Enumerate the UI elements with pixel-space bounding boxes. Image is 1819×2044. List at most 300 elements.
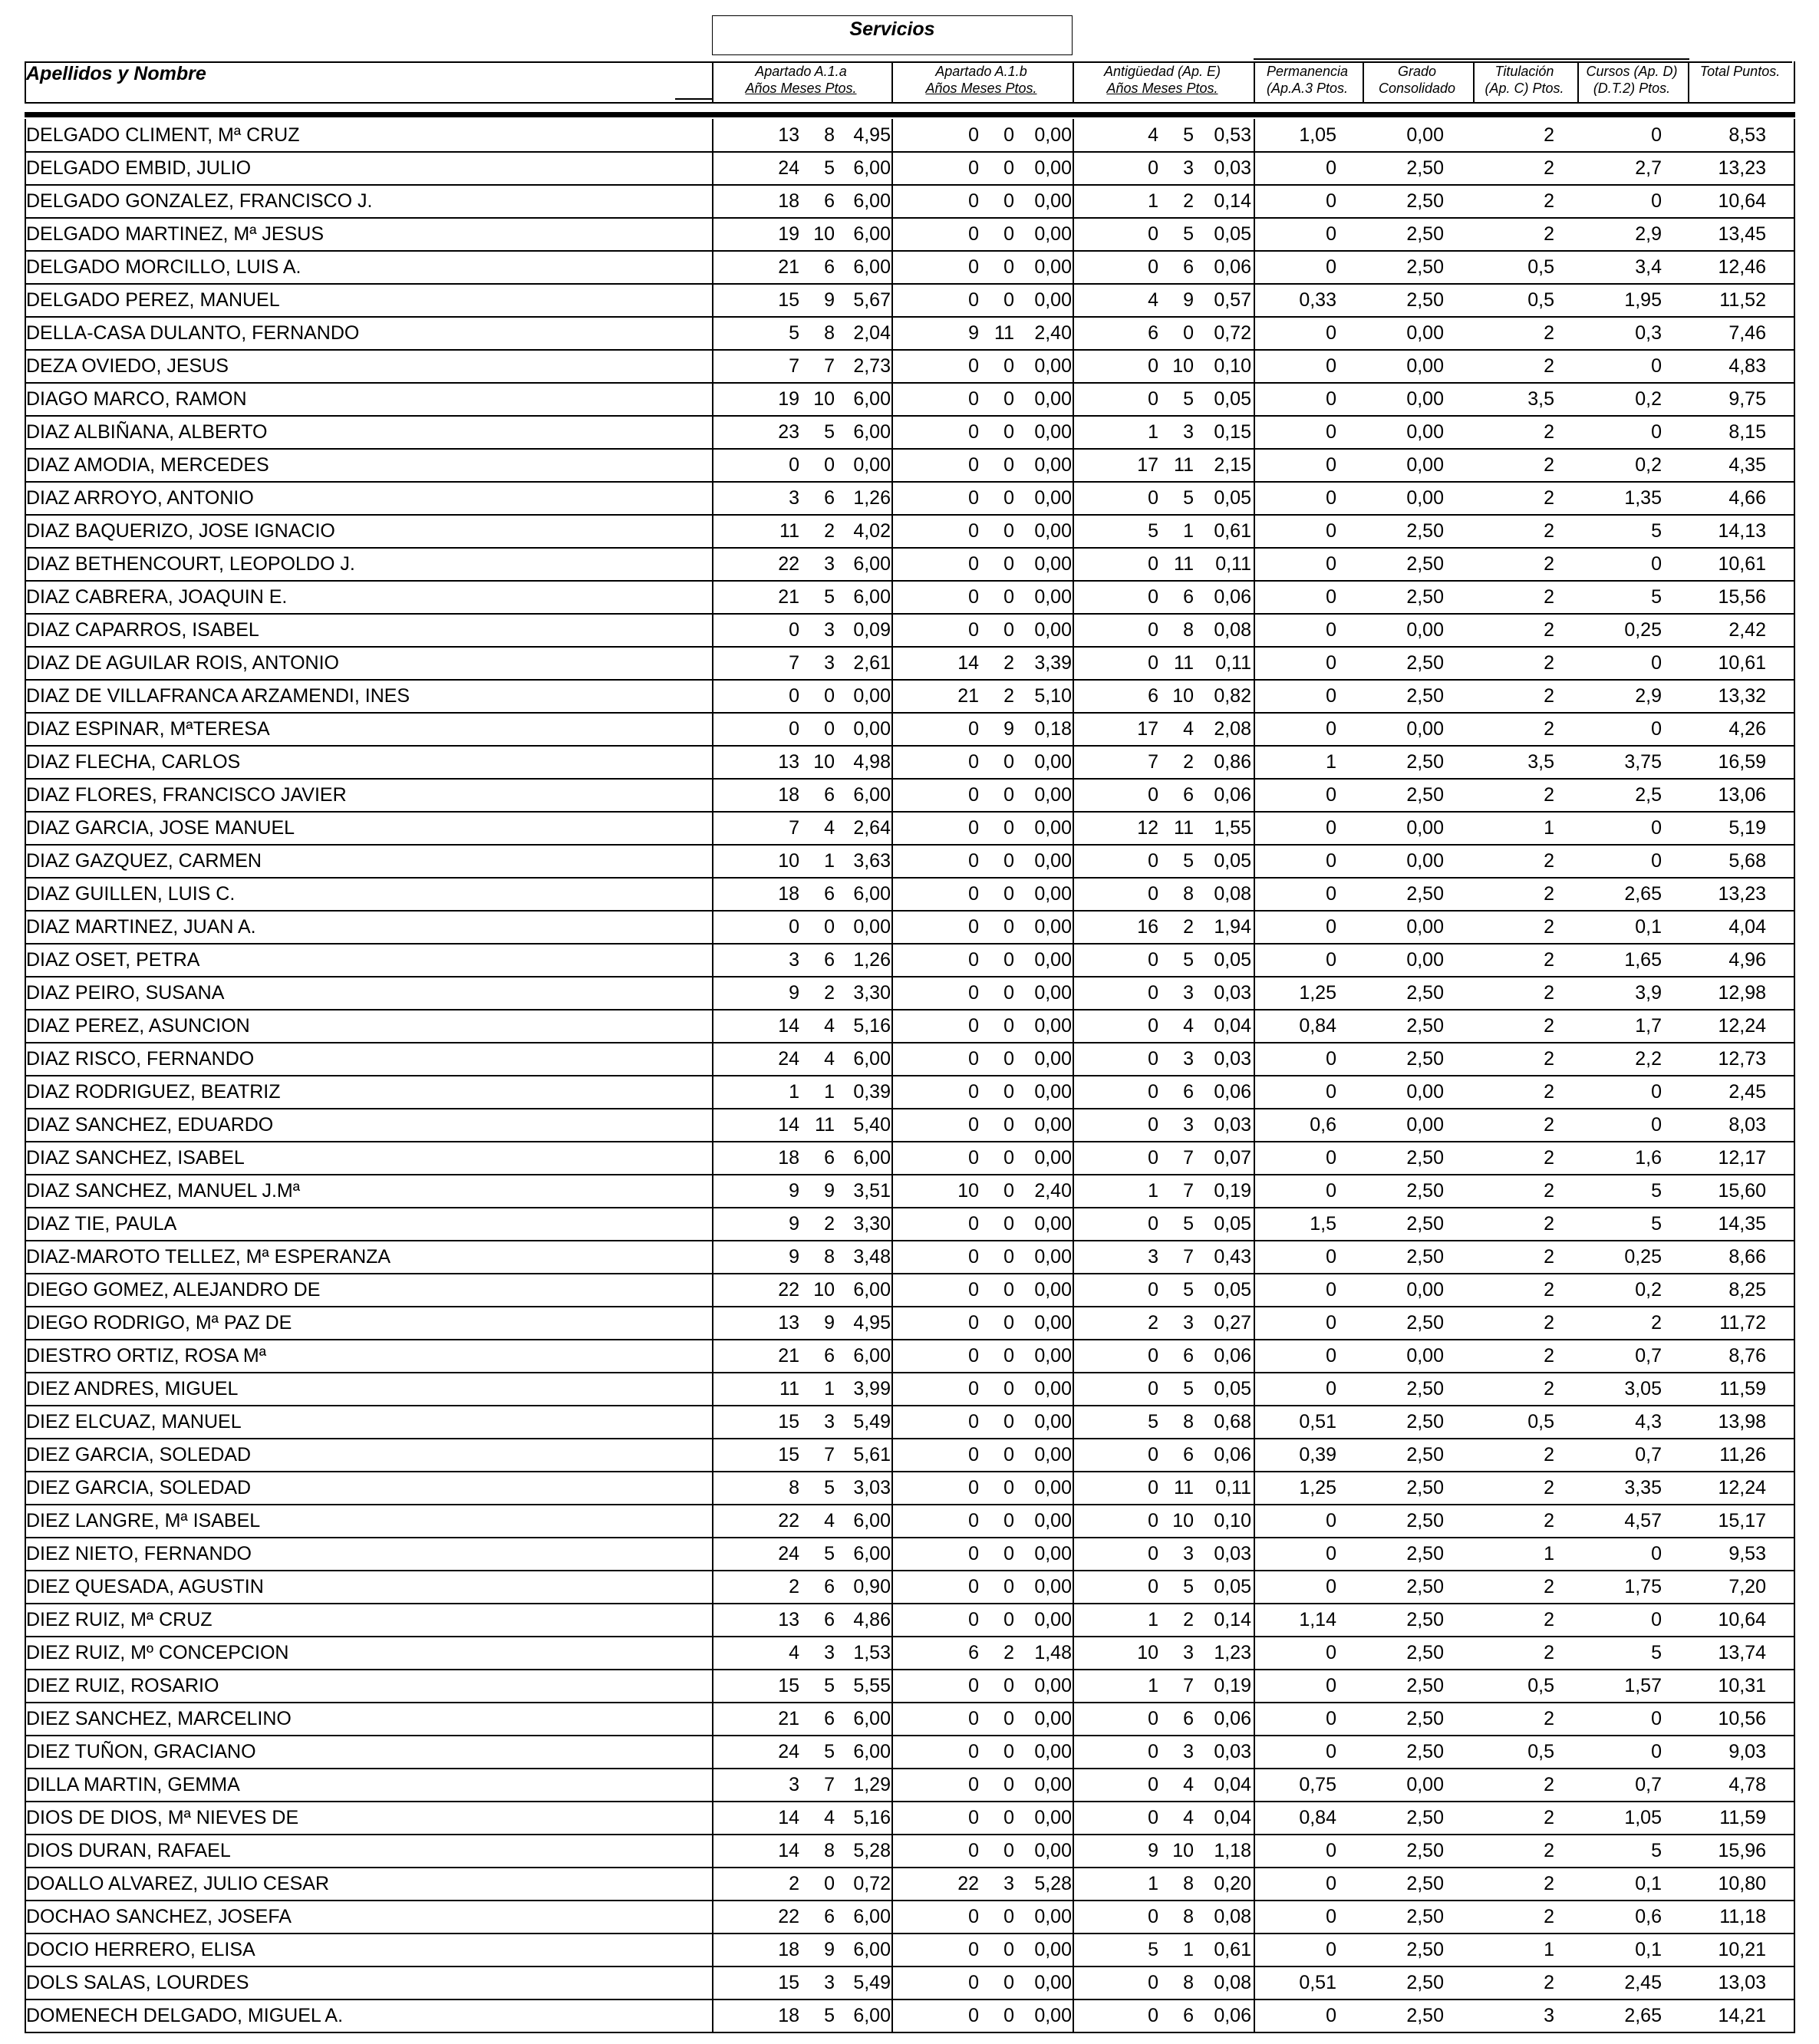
value-cell: 0,53 [1214,124,1251,146]
value-cell: 11 [1174,1477,1194,1498]
value-cell: 5 [824,1675,835,1696]
value-cell: 0 [1651,1741,1662,1762]
value-cell: 0 [1003,1147,1014,1169]
value-cell: 0,00 [1034,1213,1072,1235]
value-cell: 2,50 [1406,1312,1444,1334]
value-cell: 1 [1148,1675,1158,1696]
value-cell: 0 [1326,1312,1336,1334]
value-cell: 0,11 [1215,553,1251,575]
value-cell: 0,18 [1034,718,1072,740]
value-cell: 4,95 [853,124,891,146]
value-cell: 0,51 [1299,1411,1336,1432]
value-cell: 0 [1003,454,1014,476]
value-cell: 2,5 [1635,784,1662,806]
value-cell: 3 [1148,1246,1158,1268]
value-cell: 7 [824,355,835,377]
table-row [25,1571,1795,1604]
value-cell: 6,00 [853,1147,891,1169]
value-cell: 11 [1174,553,1194,575]
table-row [25,152,1795,185]
value-cell: 1 [1544,817,1554,839]
table-row [25,1208,1795,1241]
value-cell: 5 [1651,520,1662,542]
value-cell: 2,08 [1214,718,1251,740]
value-cell: 0 [1003,1213,1014,1235]
value-cell: 5 [824,1543,835,1564]
name-cell: DIAZ PEREZ, ASUNCION [26,1015,250,1037]
column-header-line1: Grado [1397,64,1437,79]
table-row [25,1241,1795,1274]
value-cell: 2 [1148,1312,1158,1334]
value-cell: 2,04 [853,322,891,344]
value-cell: 22 [778,553,799,575]
value-cell: 0,00 [1034,619,1072,641]
value-cell: 5 [1183,1576,1194,1597]
value-cell: 0 [1326,685,1336,707]
value-cell: 2 [1651,1312,1662,1334]
value-cell: 0,00 [1034,1543,1072,1564]
value-cell: 11 [815,1114,835,1136]
value-cell: 2,50 [1406,1906,1444,1927]
value-cell: 22 [778,1279,799,1301]
value-cell: 0,00 [853,718,891,740]
value-cell: 0 [1003,223,1014,245]
value-cell: 0,6 [1635,1906,1662,1927]
value-cell: 3,4 [1635,256,1662,278]
value-cell: 6 [824,1147,835,1169]
value-cell: 2 [1544,1510,1554,1531]
value-cell: 0 [1148,1213,1158,1235]
value-cell: 0 [1148,982,1158,1004]
value-cell: 0,00 [1034,883,1072,905]
value-cell: 0 [1003,1510,1014,1531]
value-cell: 0 [968,1477,979,1498]
value-cell: 0,00 [1406,1345,1444,1367]
value-cell: 0,05 [1214,388,1251,410]
value-cell: 0 [968,388,979,410]
value-cell: 0 [1003,817,1014,839]
value-cell: 0,1 [1635,916,1662,938]
value-cell: 6 [824,487,835,509]
value-cell: 13,23 [1718,157,1766,179]
value-cell: 0,00 [1034,190,1072,212]
value-cell: 4 [1183,1774,1194,1795]
value-cell: 0 [1148,1015,1158,1037]
value-cell: 3,63 [853,850,891,872]
value-cell: 1,6 [1635,1147,1662,1169]
value-cell: 0,05 [1214,1213,1251,1235]
value-cell: 0 [1003,1378,1014,1399]
value-cell: 0 [1651,817,1662,839]
value-cell: 0 [1651,1081,1662,1103]
value-cell: 1,75 [1624,1576,1662,1597]
value-cell: 0,08 [1214,1906,1251,1927]
value-cell: 0 [1003,586,1014,608]
value-cell: 0,06 [1214,1345,1251,1367]
value-cell: 4 [1148,124,1158,146]
value-cell: 5 [789,322,799,344]
value-cell: 13,06 [1718,784,1766,806]
value-cell: 10,31 [1718,1675,1766,1696]
value-cell: 0 [968,916,979,938]
value-cell: 3,99 [853,1378,891,1399]
value-cell: 0 [1326,454,1336,476]
value-cell: 0 [1326,1180,1336,1202]
value-cell: 2 [1544,1609,1554,1630]
value-cell: 10 [813,223,835,245]
value-cell: 0 [1003,1840,1014,1861]
value-cell: 12,98 [1718,982,1766,1004]
value-cell: 0 [968,1345,979,1367]
value-cell: 0,00 [1034,520,1072,542]
value-cell: 0 [1003,1708,1014,1729]
value-cell: 1,7 [1635,1015,1662,1037]
value-cell: 0 [1003,1906,1014,1927]
value-cell: 13,32 [1718,685,1766,707]
value-cell: 0,06 [1214,1081,1251,1103]
value-cell: 2 [1544,454,1554,476]
value-cell: 0,00 [1034,1840,1072,1861]
value-cell: 2,50 [1406,553,1444,575]
value-cell: 1,14 [1299,1609,1336,1630]
value-cell: 0 [1326,355,1336,377]
value-cell: 0,00 [1034,1741,1072,1762]
value-cell: 6 [1183,1444,1194,1465]
value-cell: 8 [1183,1411,1194,1432]
value-cell: 0,84 [1299,1807,1336,1828]
name-cell: DIAZ OSET, PETRA [26,949,200,971]
value-cell: 0 [968,1114,979,1136]
value-cell: 0,00 [1034,1708,1072,1729]
value-cell: 4 [789,1642,799,1663]
column-header-line1: Titulación [1494,64,1554,79]
name-cell: DIAZ AMODIA, MERCEDES [26,454,269,476]
table-row [25,1934,1795,1967]
value-cell: 2,73 [853,355,891,377]
value-cell: 0 [1148,553,1158,575]
value-cell: 6,00 [853,1279,891,1301]
value-cell: 0 [1148,949,1158,971]
value-cell: 5 [1651,1180,1662,1202]
value-cell: 13,74 [1718,1642,1766,1663]
table-row [25,1868,1795,1901]
value-cell: 16 [1137,916,1158,938]
value-cell: 2 [1544,1972,1554,1993]
value-cell: 10 [813,388,835,410]
table-row [25,1769,1795,1802]
value-cell: 11 [1174,652,1194,674]
header-column-divider [1073,61,1074,103]
value-cell: 9 [1148,1840,1158,1861]
name-cell: DIEZ NIETO, FERNANDO [26,1543,252,1564]
value-cell: 2,50 [1406,586,1444,608]
value-cell: 0 [1148,1708,1158,1729]
servicios-header: Servicios [849,18,935,40]
value-cell: 0 [1003,421,1014,443]
value-cell: 0,82 [1214,685,1251,707]
value-cell: 8,25 [1728,1279,1766,1301]
value-cell: 14,13 [1718,520,1766,542]
value-cell: 11,52 [1719,289,1766,311]
value-cell: 0,00 [1034,1609,1072,1630]
value-cell: 0 [1148,223,1158,245]
value-cell: 0 [968,1312,979,1334]
value-cell: 4,57 [1624,1510,1662,1531]
value-cell: 0,03 [1214,982,1251,1004]
value-cell: 0,03 [1214,157,1251,179]
value-cell: 0 [1148,850,1158,872]
value-cell: 3,51 [853,1180,891,1202]
value-cell: 11,18 [1719,1906,1766,1927]
value-cell: 6 [824,1609,835,1630]
name-cell: DOMENECH DELGADO, MIGUEL A. [26,2005,344,2026]
name-cell: DIAZ BETHENCOURT, LEOPOLDO J. [26,553,355,575]
table-row [25,977,1795,1010]
value-cell: 7 [1183,1675,1194,1696]
value-cell: 5,49 [853,1972,891,1993]
value-cell: 0,43 [1214,1246,1251,1268]
value-cell: 2,50 [1406,1411,1444,1432]
value-cell: 13,45 [1718,223,1766,245]
value-cell: 1,53 [853,1642,891,1663]
value-cell: 1,57 [1624,1675,1662,1696]
value-cell: 3,30 [853,1213,891,1235]
value-cell: 0,00 [1034,1576,1072,1597]
value-cell: 0 [1003,1345,1014,1367]
value-cell: 9 [824,1939,835,1960]
value-cell: 0 [968,256,979,278]
table-row [25,581,1795,614]
table-row [25,1406,1795,1439]
value-cell: 2 [1544,1345,1554,1367]
value-cell: 4,26 [1728,718,1766,740]
name-cell: DIOS DURAN, RAFAEL [26,1840,231,1861]
value-cell: 0 [968,190,979,212]
value-cell: 2 [1544,157,1554,179]
table-row [25,1802,1795,1835]
value-cell: 0 [968,157,979,179]
value-cell: 0 [1326,1246,1336,1268]
value-cell: 6,00 [853,256,891,278]
value-cell: 2 [1544,784,1554,806]
value-cell: 7 [789,817,799,839]
value-cell: 0 [1651,1609,1662,1630]
table-row [25,1901,1795,1934]
value-cell: 0 [1651,1543,1662,1564]
column-header [1363,63,1471,103]
name-cell: DIAZ SANCHEZ, MANUEL J.Mª [26,1180,300,1202]
value-cell: 0 [1003,1543,1014,1564]
value-cell: 0,04 [1214,1807,1251,1828]
value-cell: 7 [1148,751,1158,773]
value-cell: 16,59 [1718,751,1766,773]
value-cell: 5 [1183,124,1194,146]
value-cell: 2,9 [1635,685,1662,707]
value-cell: 5 [824,1741,835,1762]
value-cell: 5 [1148,520,1158,542]
value-cell: 8 [1183,1972,1194,1993]
value-cell: 13 [778,124,799,146]
value-cell: 5 [1183,1279,1194,1301]
value-cell: 2 [1544,949,1554,971]
value-cell: 9 [824,1312,835,1334]
value-cell: 4,3 [1635,1411,1662,1432]
value-cell: 0,05 [1214,1279,1251,1301]
value-cell: 21 [778,586,799,608]
name-cell: DIEZ LANGRE, Mª ISABEL [26,1510,261,1531]
value-cell: 0 [1326,619,1336,641]
value-cell: 0,68 [1214,1411,1251,1432]
value-cell: 10 [813,1279,835,1301]
value-cell: 12,17 [1718,1147,1766,1169]
value-cell: 0,00 [1406,1279,1444,1301]
value-cell: 3,03 [853,1477,891,1498]
name-cell: DIAZ ARROYO, ANTONIO [26,487,254,509]
value-cell: 2,50 [1406,1015,1444,1037]
name-cell: DIAZ TIE, PAULA [26,1213,177,1235]
value-cell: 6,00 [853,2005,891,2026]
value-cell: 11,59 [1719,1807,1766,1828]
value-cell: 0 [1148,1741,1158,1762]
value-cell: 2,40 [1034,322,1072,344]
value-cell: 6 [1148,685,1158,707]
value-cell: 1 [1183,1939,1194,1960]
value-cell: 15 [778,1444,799,1465]
value-cell: 0 [1003,520,1014,542]
value-cell: 7 [1183,1180,1194,1202]
value-cell: 0,00 [1034,1246,1072,1268]
value-cell: 2 [1544,652,1554,674]
value-cell: 4,78 [1728,1774,1766,1795]
value-cell: 0 [1148,1345,1158,1367]
name-cell: DOLS SALAS, LOURDES [26,1972,249,1993]
value-cell: 1 [1148,1873,1158,1894]
value-cell: 6 [824,190,835,212]
value-cell: 0,00 [1034,982,1072,1004]
value-cell: 14 [957,652,979,674]
value-cell: 6 [1183,2005,1194,2026]
value-cell: 8,66 [1728,1246,1766,1268]
value-cell: 3 [1183,982,1194,1004]
value-cell: 10,61 [1718,652,1766,674]
table-row [25,1604,1795,1637]
value-cell: 4 [824,1015,835,1037]
value-cell: 10 [813,751,835,773]
value-cell: 2,50 [1406,1675,1444,1696]
value-cell: 5,16 [853,1807,891,1828]
value-cell: 0,00 [1034,1147,1072,1169]
value-cell: 11,26 [1719,1444,1766,1465]
value-cell: 6 [824,784,835,806]
value-cell: 2,50 [1406,1378,1444,1399]
value-cell: 2,50 [1406,1642,1444,1663]
name-cell: DELGADO GONZALEZ, FRANCISCO J. [26,190,373,212]
name-cell: DIAZ RISCO, FERNANDO [26,1048,255,1070]
value-cell: 0 [968,1510,979,1531]
table-row [25,1373,1795,1406]
value-cell: 0,00 [1406,322,1444,344]
value-cell: 0 [1651,124,1662,146]
value-cell: 0,00 [1034,157,1072,179]
value-cell: 5,28 [853,1840,891,1861]
value-cell: 0,08 [1214,1972,1251,1993]
name-cell: DIAZ-MAROTO TELLEZ, Mª ESPERANZA [26,1246,391,1268]
value-cell: 0,00 [1406,850,1444,872]
value-cell: 0 [1326,1576,1336,1597]
table-row [25,1999,1795,2032]
value-cell: 8,03 [1728,1114,1766,1136]
name-cell: DELGADO EMBID, JULIO [26,157,252,179]
value-cell: 4,98 [853,751,891,773]
value-cell: 0,20 [1214,1873,1251,1894]
value-cell: 0 [1148,586,1158,608]
value-cell: 5 [1183,388,1194,410]
value-cell: 0,00 [1034,1114,1072,1136]
value-cell: 2,64 [853,817,891,839]
value-cell: 0,06 [1214,256,1251,278]
value-cell: 2,50 [1406,2005,1444,2026]
value-cell: 0 [1326,223,1336,245]
value-cell: 2 [1183,1609,1194,1630]
value-cell: 0,00 [1034,1774,1072,1795]
value-cell: 3 [789,1774,799,1795]
value-cell: 7 [789,355,799,377]
value-cell: 0 [968,1048,979,1070]
value-cell: 1,26 [853,487,891,509]
value-cell: 5 [824,1477,835,1498]
value-cell: 10,61 [1718,553,1766,575]
value-cell: 14 [778,1807,799,1828]
value-cell: 0 [1326,421,1336,443]
value-cell: 2,50 [1406,1213,1444,1235]
value-cell: 6 [1183,1081,1194,1103]
value-cell: 0 [1148,256,1158,278]
value-cell: 0 [1326,586,1336,608]
value-cell: 0,75 [1299,1774,1336,1795]
value-cell: 1,94 [1214,916,1251,938]
value-cell: 0 [1326,949,1336,971]
value-cell: 0,5 [1527,1741,1554,1762]
value-cell: 0,00 [1406,487,1444,509]
value-cell: 2,9 [1635,223,1662,245]
value-cell: 13,23 [1718,883,1766,905]
value-cell: 18 [778,883,799,905]
value-cell: 5 [1183,1378,1194,1399]
value-cell: 5,55 [853,1675,891,1696]
value-cell: 0,00 [1406,1114,1444,1136]
column-header-line1: Apartado A.1.b [935,64,1027,79]
value-cell: 15 [778,1675,799,1696]
name-cell: DIEZ RUIZ, Mª CRUZ [26,1609,213,1630]
value-cell: 5 [1651,1213,1662,1235]
name-cell: DOCIO HERRERO, ELISA [26,1939,255,1960]
value-cell: 6 [1148,322,1158,344]
value-cell: 0,00 [1034,421,1072,443]
value-cell: 0 [1148,355,1158,377]
value-cell: 0,04 [1214,1015,1251,1037]
value-cell: 0,00 [1034,1906,1072,1927]
column-header [712,63,890,103]
value-cell: 5,10 [1034,685,1072,707]
value-cell: 8 [824,124,835,146]
value-cell: 0 [1003,850,1014,872]
name-cell: DIAZ SANCHEZ, EDUARDO [26,1114,274,1136]
table-row [25,1175,1795,1208]
value-cell: 5,28 [1034,1873,1072,1894]
value-cell: 10,56 [1718,1708,1766,1729]
header-column-divider [1473,61,1475,103]
value-cell: 0 [968,1840,979,1861]
